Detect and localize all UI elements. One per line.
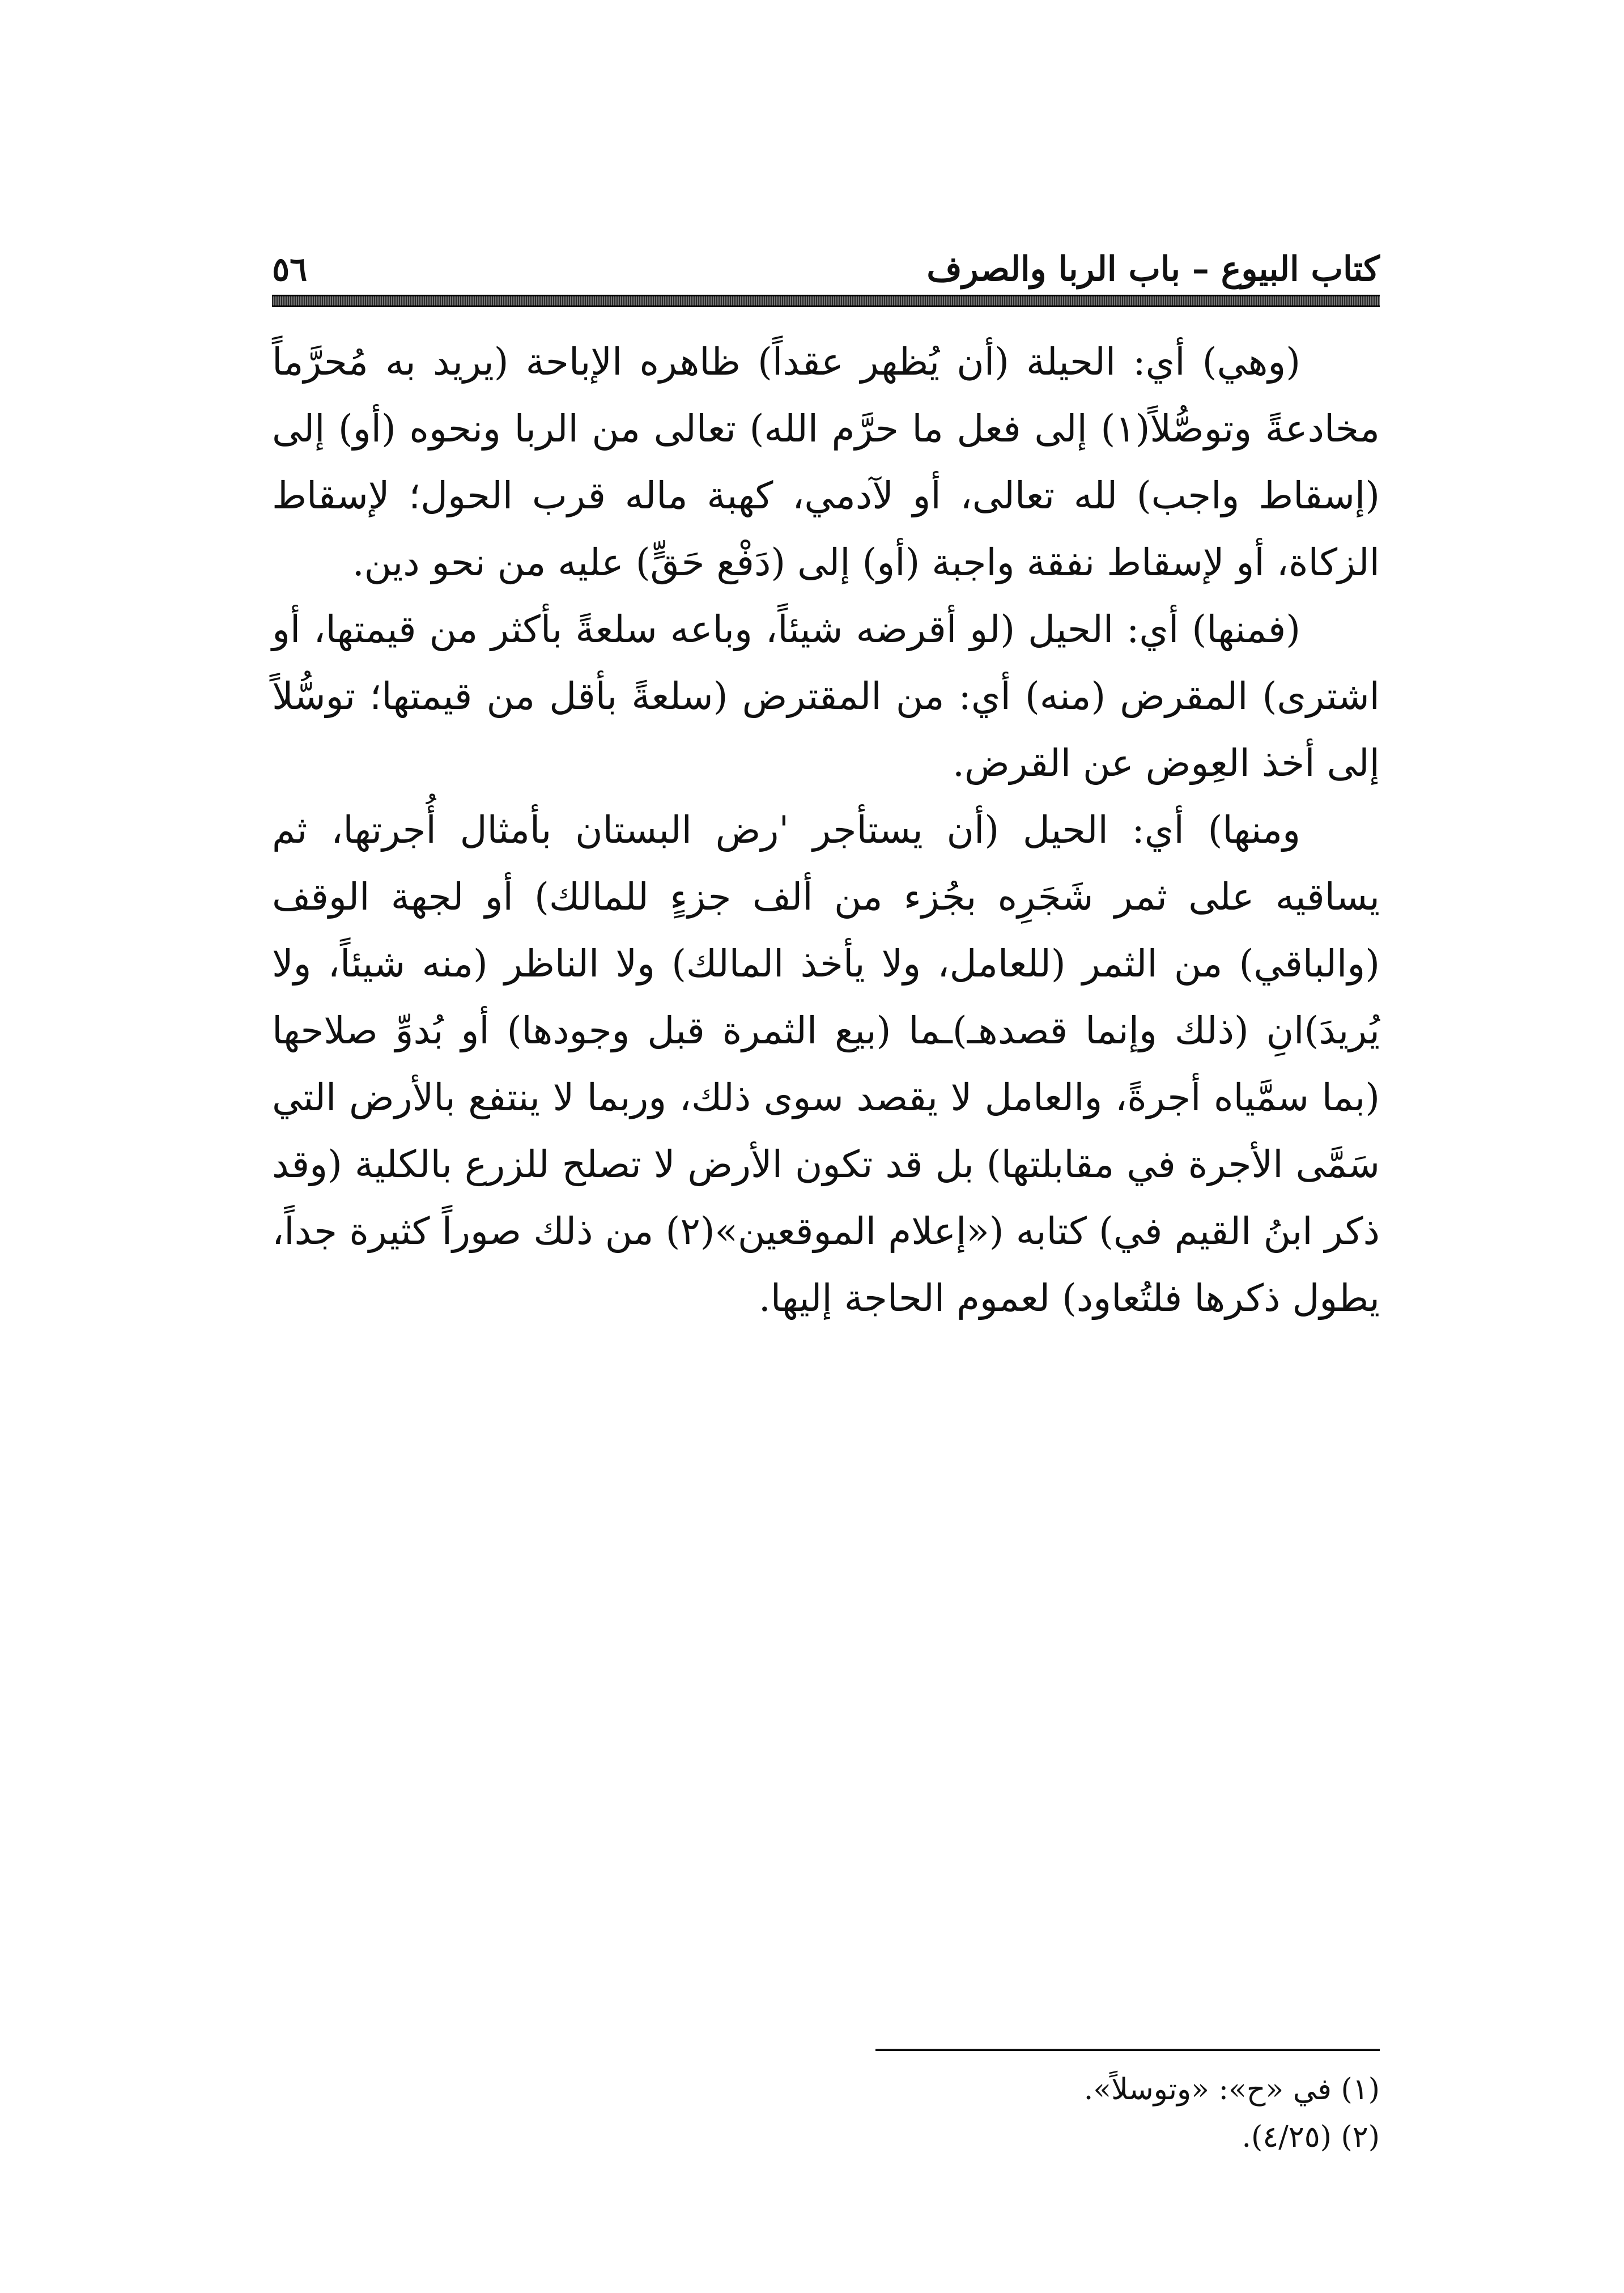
main-text <box>272 329 1380 1332</box>
paragraph-loan-trick: (فمنها) أي: الحيل (لو أقرضه شيئاً، وباعه سلعةً بأكثر من قيمتها، أو اشترى) المقرض (منه) أي: من المقترض (سلعةً بأقل من قيمتها؛ توسُّلاً إلى أخذ العِوض عن القرض. <box>272 608 1380 785</box>
footnote-1: (١) في «ح»: «وتوسلاً». <box>1083 2073 1380 2107</box>
page-header <box>272 249 1380 289</box>
footnote-2: (٢) (٤/٢٥). <box>1242 2120 1380 2154</box>
page-number: ٥٦ <box>272 250 308 288</box>
footnotes <box>272 2066 1380 2161</box>
paragraph-orchard-trick: ومنها) أي: الحيل (أن يستأجر 'رض البستان بأمثال أُجرتها، ثم يساقيه على ثمر شَجَرِه بجُزء من ألف جزءٍ للمالك) أو لجهة الوقف (والباقي) من الثمر (للعامل، ولا يأخذ المالك) ولا الناظر (منه شيئاً، ولا يُريدَ)انِ (ذلك وإنما قصدهـ)ـما (بيع الثمرة قبل وجودها) أو بُدوِّ صلاحها (بما سمَّياه أجرةً، والعامل لا يقصد سوى ذلك، وربما لا ينتفع بالأرض التي سَمَّى الأجرة في مقابلتها) بل قد تكون الأرض لا تصلح للزرع بالكلية (وقد ذكر ابنُ القيم في) كتابه («إعلام الموقعين»(٢) من ذلك صوراً كثيرة جداً، يطول ذكرها فلتُعاود) لعموم الحاجة إليها. <box>272 808 1380 1320</box>
paragraph-definition: (وهي) أي: الحيلة (أن يُظهر عقداً) ظاهره الإباحة (يريد به مُحرَّماً مخادعةً وتوصُّلاً(١) إلى فعل ما حرَّم الله) تعالى من الربا ونحوه (أو) إلى (إسقاط واجب) لله تعالى، أو لآدمي، كهبة ماله قرب الحول؛ لإسقاط الزكاة، أو لإسقاط نفقة واجبة (أو) إلى (دَفْع حَقٍّ) عليه من نحو دين. <box>272 340 1380 584</box>
running-title: كتاب البيوع – باب الربا والصرف <box>926 249 1380 289</box>
header-rule <box>272 295 1380 307</box>
footnote-separator <box>875 2049 1380 2051</box>
